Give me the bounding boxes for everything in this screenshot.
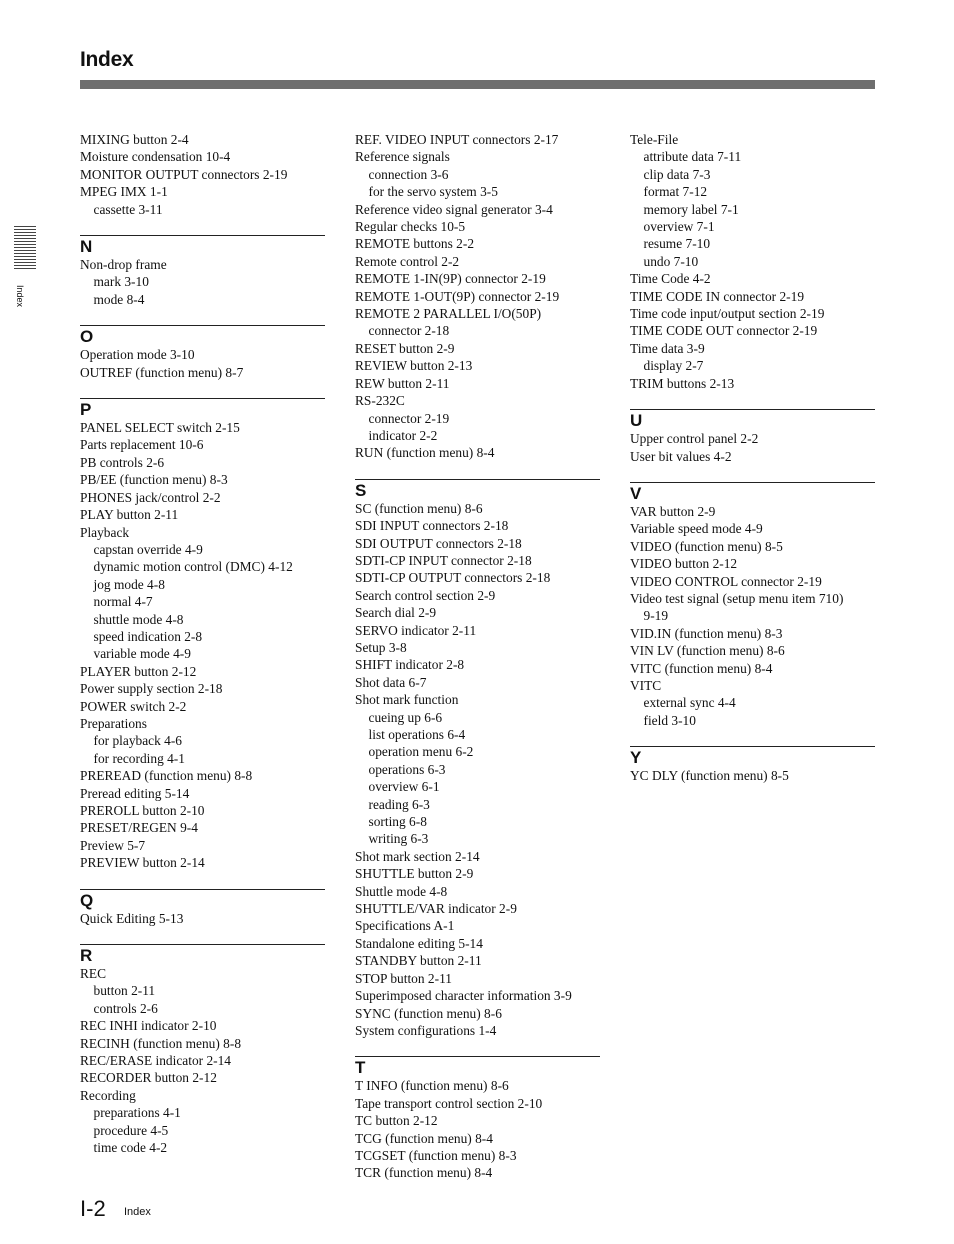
index-entry: Shot mark section 2-14 bbox=[355, 848, 480, 864]
index-entry: POWER switch 2-2 bbox=[80, 698, 187, 714]
index-entry: RECORDER button 2-12 bbox=[80, 1070, 217, 1086]
index-entry: RUN (function menu) 8-4 bbox=[355, 445, 495, 461]
index-subentry: preparations 4-1 bbox=[93, 1105, 181, 1121]
page-title: Index bbox=[80, 48, 134, 71]
index-subentry: for playback 4-6 bbox=[93, 733, 182, 749]
index-entry: PREVIEW button 2-14 bbox=[80, 855, 205, 871]
index-subentry: variable mode 4-9 bbox=[93, 646, 191, 662]
index-entry: RECINH (function menu) 8-8 bbox=[80, 1035, 242, 1051]
index-entry: REF. VIDEO INPUT connectors 2-17 bbox=[355, 132, 559, 147]
index-entry: Search dial 2-9 bbox=[355, 605, 437, 621]
index-subentry: time code 4-2 bbox=[93, 1140, 168, 1156]
index-subentry: sorting 6-8 bbox=[368, 814, 427, 830]
index-entry: REC/ERASE indicator 2-14 bbox=[80, 1053, 232, 1069]
index-entry: PLAYER button 2-12 bbox=[80, 663, 197, 679]
index-entry: RS-232C bbox=[355, 393, 405, 409]
section-header bbox=[80, 235, 325, 256]
index-entry: SHIFT indicator 2-8 bbox=[355, 657, 465, 673]
index-entry: TC button 2-12 bbox=[355, 1113, 438, 1129]
section-header bbox=[80, 398, 325, 419]
index-entry: SDTI-CP OUTPUT connectors 2-18 bbox=[355, 570, 551, 586]
index-entry: STANDBY button 2-11 bbox=[355, 953, 482, 969]
index-subentry: connector 2-19 bbox=[368, 410, 450, 426]
index-subentry: clip data 7-3 bbox=[643, 166, 711, 182]
index-entry: VID.IN (function menu) 8-3 bbox=[630, 625, 783, 641]
section-header bbox=[630, 409, 875, 430]
index-entry: VIDEO CONTROL connector 2-19 bbox=[630, 573, 822, 589]
index-entry: Preparations bbox=[80, 715, 147, 731]
index-entry: SDTI-CP INPUT connector 2-18 bbox=[355, 552, 532, 568]
index-entry: T INFO (function menu) 8-6 bbox=[355, 1078, 509, 1094]
index-subentry: connection 3-6 bbox=[368, 166, 449, 182]
section-letter: Q bbox=[80, 890, 94, 910]
index-section bbox=[630, 131, 875, 392]
index-subentry: capstan override 4-9 bbox=[93, 541, 203, 557]
index-subentry: connector 2-18 bbox=[368, 323, 450, 339]
side-index-label: Index bbox=[15, 285, 25, 308]
index-subentry: list operations 6-4 bbox=[368, 727, 466, 742]
index-entry: System configurations 1-4 bbox=[355, 1022, 497, 1038]
index-entry: Specifications A-1 bbox=[355, 918, 455, 934]
index-entry: User bit values 4-2 bbox=[630, 448, 732, 464]
index-column-1 bbox=[80, 131, 325, 1157]
section-letter: T bbox=[355, 1058, 366, 1078]
index-section bbox=[80, 235, 325, 308]
section-letter: O bbox=[80, 327, 94, 347]
index-column-2 bbox=[355, 131, 600, 1182]
index-entry: SDI OUTPUT connectors 2-18 bbox=[355, 535, 522, 551]
section-letter: S bbox=[355, 480, 367, 500]
index-entry: Recording bbox=[80, 1087, 136, 1103]
index-entry: VITC (function menu) 8-4 bbox=[630, 660, 773, 676]
index-entry: VAR button 2-9 bbox=[630, 503, 716, 519]
index-entry: Shot data 6-7 bbox=[355, 674, 427, 690]
index-subentry: mode 8-4 bbox=[93, 291, 145, 307]
index-section bbox=[80, 944, 325, 1156]
index-subentry: attribute data 7-11 bbox=[643, 149, 742, 165]
index-section bbox=[80, 325, 325, 381]
index-subentry: overview 7-1 bbox=[643, 219, 715, 235]
index-subentry: external sync 4-4 bbox=[643, 695, 736, 711]
index-entry: PB/EE (function menu) 8-3 bbox=[80, 472, 228, 488]
index-subentry: mark 3-10 bbox=[93, 274, 149, 290]
index-entry: SHUTTLE button 2-9 bbox=[355, 866, 474, 882]
index-entry: VIN LV (function menu) 8-6 bbox=[630, 643, 785, 659]
section-header bbox=[80, 944, 325, 965]
index-section bbox=[630, 409, 875, 465]
index-section bbox=[80, 398, 325, 872]
index-entry: Regular checks 10-5 bbox=[355, 219, 466, 235]
index-entry: Time data 3-9 bbox=[630, 340, 705, 356]
index-subentry: overview 6-1 bbox=[368, 779, 440, 795]
index-subentry: dynamic motion control (DMC) 4-12 bbox=[93, 559, 293, 575]
index-entry: PANEL SELECT switch 2-15 bbox=[80, 420, 240, 436]
index-entry: REMOTE buttons 2-2 bbox=[355, 236, 475, 252]
index-subentry: operation menu 6-2 bbox=[368, 744, 474, 760]
index-entry: REMOTE 1-OUT(9P) connector 2-19 bbox=[355, 288, 560, 304]
index-entry: Time code input/output section 2-19 bbox=[630, 306, 825, 322]
index-entry: STOP button 2-11 bbox=[355, 970, 452, 986]
index-entry: SC (function menu) 8-6 bbox=[355, 500, 483, 516]
index-entry: OUTREF (function menu) 8-7 bbox=[80, 364, 244, 380]
title-rule bbox=[80, 80, 875, 89]
section-header bbox=[630, 746, 875, 767]
section-letter: V bbox=[630, 483, 642, 503]
index-section bbox=[80, 131, 325, 218]
section-letter: N bbox=[80, 237, 93, 257]
index-entry: MONITOR OUTPUT connectors 2-19 bbox=[80, 166, 288, 182]
footer-section-label: Index bbox=[124, 1206, 151, 1218]
index-entry: Time Code 4-2 bbox=[630, 271, 711, 287]
index-entry: TRIM buttons 2-13 bbox=[630, 375, 735, 391]
index-entry: Shot mark function bbox=[355, 692, 459, 708]
index-entry: SHUTTLE/VAR indicator 2-9 bbox=[355, 901, 517, 917]
index-entry: PLAY button 2-11 bbox=[80, 507, 179, 523]
index-entry: Shuttle mode 4-8 bbox=[355, 883, 448, 899]
index-entry: PREROLL button 2-10 bbox=[80, 803, 205, 818]
side-index-tab bbox=[14, 226, 36, 270]
index-subentry: cassette 3-11 bbox=[93, 201, 163, 217]
index-entry: TIME CODE OUT connector 2-19 bbox=[630, 323, 818, 339]
section-header bbox=[80, 889, 325, 910]
index-subentry: jog mode 4-8 bbox=[93, 576, 165, 592]
index-subentry: cueing up 6-6 bbox=[368, 709, 443, 725]
index-subentry: button 2-11 bbox=[93, 983, 156, 999]
index-entry: Tape transport control section 2-10 bbox=[355, 1095, 543, 1111]
section-letter: R bbox=[80, 946, 93, 966]
index-entry: VIDEO button 2-12 bbox=[630, 556, 738, 572]
index-entry: TCGSET (function menu) 8-3 bbox=[355, 1147, 517, 1163]
index-entry: SERVO indicator 2-11 bbox=[355, 622, 477, 638]
index-entry: Standalone editing 5-14 bbox=[355, 935, 483, 951]
index-section bbox=[355, 479, 600, 1040]
index-entry: Reference signals bbox=[355, 149, 450, 165]
index-section bbox=[630, 482, 875, 729]
index-entry: Setup 3-8 bbox=[355, 639, 407, 655]
index-entry: Parts replacement 10-6 bbox=[80, 437, 204, 453]
index-section bbox=[355, 1056, 600, 1181]
index-entry: TCR (function menu) 8-4 bbox=[355, 1165, 493, 1181]
section-header bbox=[630, 482, 875, 503]
index-subentry: operations 6-3 bbox=[368, 761, 446, 777]
index-subentry: reading 6-3 bbox=[368, 796, 430, 812]
index-entry: MIXING button 2-4 bbox=[80, 132, 189, 147]
index-subentry: undo 7-10 bbox=[643, 253, 699, 269]
index-section bbox=[630, 746, 875, 784]
index-entry: Reference video signal generator 3-4 bbox=[355, 201, 553, 217]
index-entry: Operation mode 3-10 bbox=[80, 347, 195, 363]
index-entry: TIME CODE IN connector 2-19 bbox=[630, 288, 805, 304]
index-subentry: speed indication 2-8 bbox=[93, 628, 203, 644]
index-subentry: field 3-10 bbox=[643, 712, 696, 728]
index-entry: Remote control 2-2 bbox=[355, 253, 460, 269]
index-entry: Tele-File bbox=[630, 132, 679, 147]
index-entry: REVIEW button 2-13 bbox=[355, 358, 473, 374]
index-subentry: memory label 7-1 bbox=[643, 201, 739, 217]
index-entry: MPEG IMX 1-1 bbox=[80, 184, 168, 200]
index-subentry: controls 2-6 bbox=[93, 1000, 158, 1016]
index-entry: Video test signal (setup menu item 710) bbox=[630, 590, 844, 606]
index-entry: Upper control panel 2-2 bbox=[630, 431, 759, 447]
index-entry: VITC bbox=[630, 677, 662, 693]
index-entry: REC bbox=[80, 966, 107, 982]
section-letter: Y bbox=[630, 748, 642, 768]
section-letter: U bbox=[630, 411, 643, 431]
index-subentry: writing 6-3 bbox=[368, 831, 429, 847]
index-subentry: normal 4-7 bbox=[93, 594, 153, 610]
index-entry: REC INHI indicator 2-10 bbox=[80, 1018, 217, 1034]
index-entry: REMOTE 1-IN(9P) connector 2-19 bbox=[355, 271, 546, 287]
index-entry: Power supply section 2-18 bbox=[80, 681, 223, 697]
index-subentry: format 7-12 bbox=[643, 184, 708, 200]
section-header bbox=[355, 479, 600, 500]
index-entry: Search control section 2-9 bbox=[355, 587, 496, 603]
index-entry: Preview 5-7 bbox=[80, 837, 146, 853]
index-entry: REW button 2-11 bbox=[355, 375, 450, 391]
index-entry: REMOTE 2 PARALLEL I/O(50P) bbox=[355, 306, 542, 322]
index-section bbox=[355, 131, 600, 462]
index-subentry: for recording 4-1 bbox=[93, 750, 185, 766]
index-entry: PRESET/REGEN 9-4 bbox=[80, 820, 198, 836]
page-number: I-2 bbox=[80, 1196, 106, 1221]
index-entry: Preread editing 5-14 bbox=[80, 785, 190, 801]
index-subentry: indicator 2-2 bbox=[368, 427, 438, 443]
index-entry: RESET button 2-9 bbox=[355, 340, 455, 356]
index-entry: Variable speed mode 4-9 bbox=[630, 521, 763, 537]
section-header bbox=[80, 325, 325, 346]
section-header bbox=[355, 1056, 600, 1077]
index-subentry: shuttle mode 4-8 bbox=[93, 611, 184, 627]
index-entry: SDI INPUT connectors 2-18 bbox=[355, 518, 509, 534]
index-entry: VIDEO (function menu) 8-5 bbox=[630, 538, 783, 554]
index-subentry: display 2-7 bbox=[643, 358, 704, 374]
index-subentry: 9-19 bbox=[643, 608, 669, 624]
section-letter: P bbox=[80, 400, 92, 420]
index-entry: Quick Editing 5-13 bbox=[80, 910, 184, 926]
index-entry: SYNC (function menu) 8-6 bbox=[355, 1005, 502, 1021]
index-entry: PHONES jack/control 2-2 bbox=[80, 489, 221, 505]
index-entry: Playback bbox=[80, 524, 130, 540]
index-entry: Non-drop frame bbox=[80, 257, 167, 273]
index-entry: YC DLY (function menu) 8-5 bbox=[630, 768, 789, 784]
index-entry: PREREAD (function menu) 8-8 bbox=[80, 768, 253, 784]
index-column-3 bbox=[630, 131, 875, 785]
index-section bbox=[80, 889, 325, 927]
index-subentry: procedure 4-5 bbox=[93, 1122, 169, 1138]
index-entry: Moisture condensation 10-4 bbox=[80, 149, 231, 165]
index-subentry: resume 7-10 bbox=[643, 236, 711, 252]
index-subentry: for the servo system 3-5 bbox=[368, 184, 498, 200]
index-entry: PB controls 2-6 bbox=[80, 454, 165, 470]
index-entry: TCG (function menu) 8-4 bbox=[355, 1130, 493, 1146]
index-entry: Superimposed character information 3-9 bbox=[355, 988, 572, 1004]
